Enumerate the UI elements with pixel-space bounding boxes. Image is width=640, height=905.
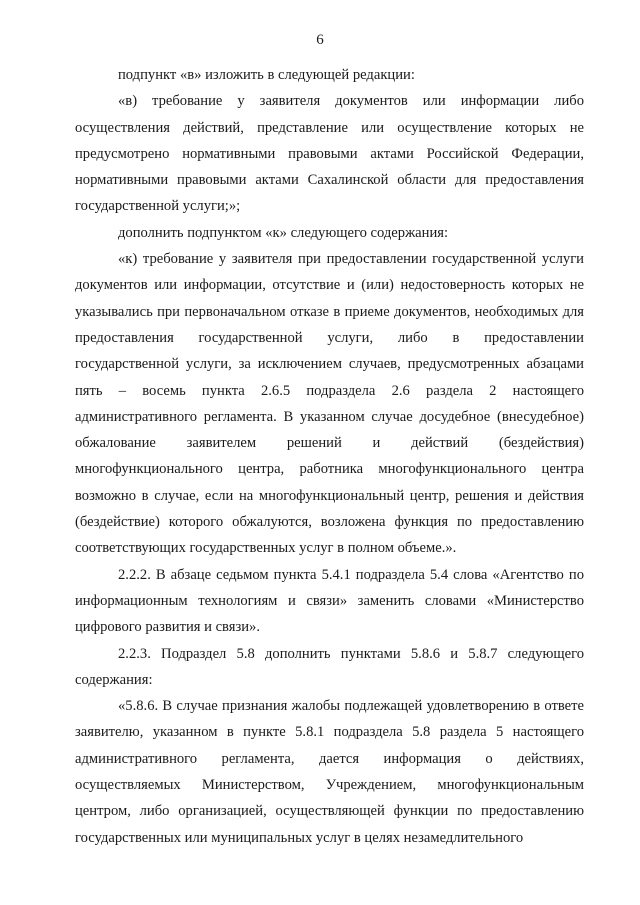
paragraph: «в) требование у заявителя документов или информации либо осуществления действий, представление или осуществление которых не предусмотрено нормативными правовыми актами Российской Федерации, нормативными правовыми актами Сахалинской области для предоставления государственной услуги;»; <box>75 93 584 215</box>
document-body <box>75 62 584 851</box>
paragraph: 2.2.2. В абзаце седьмом пункта 5.4.1 подраздела 5.4 слова «Агентство по информационным технологиям и связи» заменить словами «Министерство цифрового развития и связи». <box>75 566 584 636</box>
paragraph: «5.8.6. В случае признания жалобы подлежащей удовлетворению в ответе заявителю, указанном в пункте 5.8.1 подраздела 5.8 раздела 5 настоящего административного регламента, дается информация о действиях, осуществляемых Министерством, Учреждением, многофункциональным центром, либо организацией, осуществляющей функции по предоставлению государственных или муниципальных услуг в целях незамедлительного <box>75 698 584 846</box>
paragraph: 2.2.3. Подраздел 5.8 дополнить пунктами 5.8.6 и 5.8.7 следующего содержания: <box>75 645 584 688</box>
paragraph: подпункт «в» изложить в следующей редакции: <box>118 67 415 83</box>
paragraph: дополнить подпунктом «к» следующего содержания: <box>118 224 449 241</box>
paragraph: «к) требование у заявителя при предоставлении государственной услуги документов или информации, отсутствие и (или) недостоверность которых не указывались при первоначальном отказе в приеме документов, необходимых для предоставления государственной услуги, либо в предоставлении государственной услуги, за исключением случаев, предусмотренных абзацами пять – восемь пункта 2.6.5 подраздела 2.6 раздела 2 настоящего административного регламента. В указанном случае досудебное (внесудебное) обжалование заявителем решений и действий (бездействия) многофункционального центра, работника многофункционального центра возможно в случае, если на многофункциональный центр, решения и действия (бездействие) которого обжалуются, возложена функция по предоставлению соответствующих государственных услуг в полном объеме.». <box>75 251 584 557</box>
page-number: 6 <box>316 32 324 48</box>
